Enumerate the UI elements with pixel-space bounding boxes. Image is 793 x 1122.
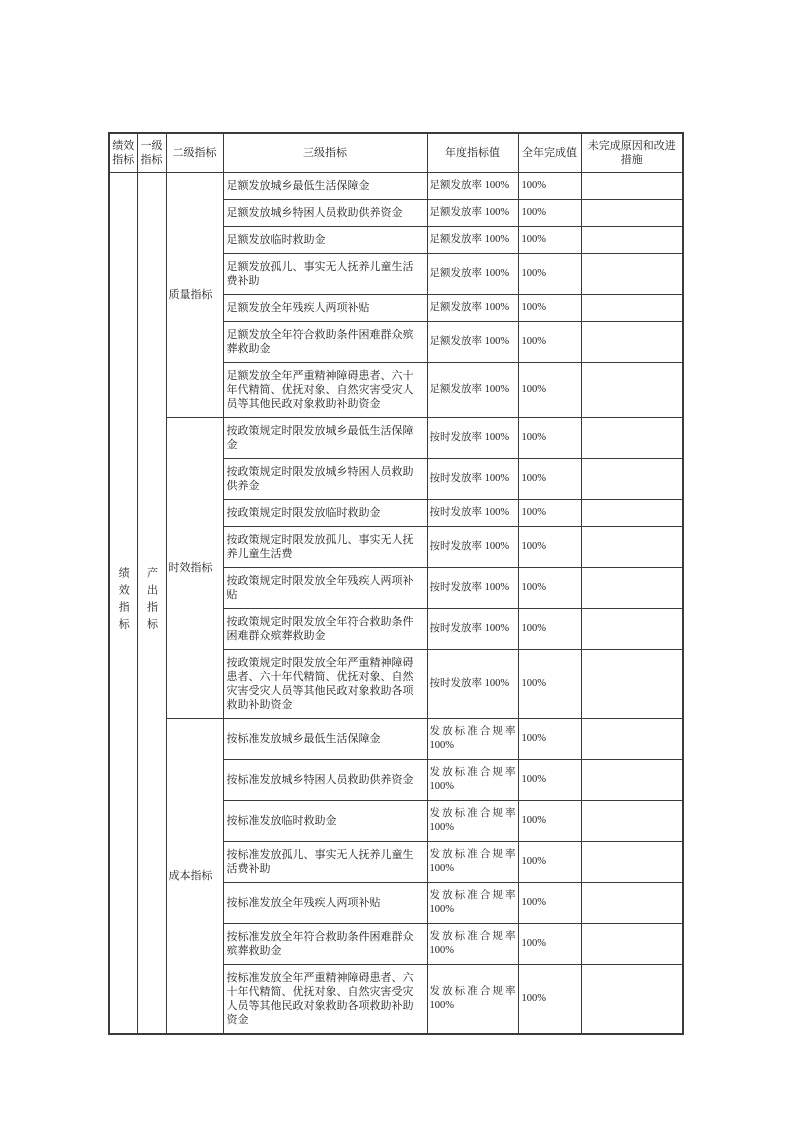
completion-cell: 100% — [518, 418, 581, 459]
completion-cell: 100% — [518, 568, 581, 609]
target-cell: 足额发放率 100% — [427, 363, 518, 418]
header-level3-indicator: 三级指标 — [223, 133, 427, 173]
completion-cell: 100% — [518, 842, 581, 883]
level2-cell-cost: 成本指标 — [166, 719, 223, 1035]
completion-cell: 100% — [518, 227, 581, 254]
completion-cell: 100% — [518, 459, 581, 500]
category-label: 绩效指标 — [117, 567, 130, 635]
indicator-cell: 按标准发放城乡特困人员救助供养资金 — [223, 760, 427, 801]
indicator-cell: 按政策规定时限发放城乡最低生活保障金 — [223, 418, 427, 459]
header-level2-indicator: 二级指标 — [166, 133, 223, 173]
indicator-cell: 按标准发放临时救助金 — [223, 801, 427, 842]
completion-cell: 100% — [518, 363, 581, 418]
target-cell: 发放标准合规率100% — [427, 801, 518, 842]
completion-cell: 100% — [518, 609, 581, 650]
reason-cell — [581, 363, 683, 418]
indicator-cell: 按标准发放孤儿、事实无人抚养儿童生活费补助 — [223, 842, 427, 883]
reason-cell — [581, 295, 683, 322]
target-cell: 按时发放率 100% — [427, 527, 518, 568]
performance-indicator-table — [108, 132, 684, 1035]
reason-cell — [581, 200, 683, 227]
reason-cell — [581, 924, 683, 965]
indicator-cell: 按标准发放全年残疾人两项补贴 — [223, 883, 427, 924]
table-row — [109, 173, 683, 200]
completion-cell: 100% — [518, 801, 581, 842]
completion-cell: 100% — [518, 295, 581, 322]
indicator-cell: 按政策规定时限发放全年严重精神障碍患者、六十年代精简、优抚对象、自然灾害受灾人员等其他民政对象救助各项救助补助资金 — [223, 650, 427, 719]
target-cell: 发放标准合规率100% — [427, 883, 518, 924]
completion-cell: 100% — [518, 760, 581, 801]
target-cell: 足额发放率 100% — [427, 322, 518, 363]
completion-cell: 100% — [518, 254, 581, 295]
header-performance-indicator: 绩效指标 — [109, 133, 137, 173]
indicator-cell: 足额发放全年严重精神障碍患者、六十年代精简、优抚对象、自然灾害受灾人员等其他民政对象救助补助资金 — [223, 363, 427, 418]
target-cell: 发放标准合规率100% — [427, 965, 518, 1035]
indicator-cell: 足额发放全年符合救助条件困难群众殡葬救助金 — [223, 322, 427, 363]
reason-cell — [581, 650, 683, 719]
indicator-cell: 按标准发放全年符合救助条件困难群众殡葬救助金 — [223, 924, 427, 965]
target-cell: 按时发放率 100% — [427, 650, 518, 719]
reason-cell — [581, 500, 683, 527]
indicator-cell: 按政策规定时限发放临时救助金 — [223, 500, 427, 527]
reason-cell — [581, 322, 683, 363]
reason-cell — [581, 801, 683, 842]
completion-cell: 100% — [518, 650, 581, 719]
reason-cell — [581, 173, 683, 200]
indicator-cell: 按政策规定时限发放全年符合救助条件困难群众殡葬救助金 — [223, 609, 427, 650]
target-cell: 足额发放率 100% — [427, 254, 518, 295]
completion-cell: 100% — [518, 924, 581, 965]
header-row — [109, 133, 683, 173]
header-level1-indicator: 一级指标 — [137, 133, 166, 173]
reason-cell — [581, 883, 683, 924]
reason-cell — [581, 418, 683, 459]
reason-cell — [581, 254, 683, 295]
reason-cell — [581, 527, 683, 568]
indicator-cell: 足额发放城乡最低生活保障金 — [223, 173, 427, 200]
header-yearly-completion-value: 全年完成值 — [518, 133, 581, 173]
indicator-cell: 按政策规定时限发放孤儿、事实无人抚养儿童生活费 — [223, 527, 427, 568]
indicator-cell: 按标准发放全年严重精神障碍患者、六十年代精简、优抚对象、自然灾害受灾人员等其他民政对象救助各项救助补助资金 — [223, 965, 427, 1035]
completion-cell: 100% — [518, 500, 581, 527]
completion-cell: 100% — [518, 200, 581, 227]
table-row — [109, 418, 683, 459]
reason-cell — [581, 760, 683, 801]
target-cell: 按时发放率 100% — [427, 568, 518, 609]
target-cell: 足额发放率 100% — [427, 200, 518, 227]
indicator-cell: 足额发放城乡特困人员救助供养资金 — [223, 200, 427, 227]
level1-cell — [137, 173, 166, 1035]
target-cell: 按时发放率 100% — [427, 459, 518, 500]
reason-cell — [581, 459, 683, 500]
target-cell: 足额发放率 100% — [427, 173, 518, 200]
reason-cell — [581, 609, 683, 650]
completion-cell: 100% — [518, 719, 581, 760]
header-annual-target-value: 年度指标值 — [427, 133, 518, 173]
target-cell: 按时发放率 100% — [427, 500, 518, 527]
completion-cell: 100% — [518, 173, 581, 200]
reason-cell — [581, 568, 683, 609]
target-cell: 发放标准合规率100% — [427, 760, 518, 801]
completion-cell: 100% — [518, 883, 581, 924]
target-cell: 按时发放率 100% — [427, 418, 518, 459]
reason-cell — [581, 842, 683, 883]
target-cell: 足额发放率 100% — [427, 295, 518, 322]
target-cell: 发放标准合规率100% — [427, 924, 518, 965]
indicator-cell: 按标准发放城乡最低生活保障金 — [223, 719, 427, 760]
target-cell: 发放标准合规率100% — [427, 842, 518, 883]
indicator-cell: 按政策规定时限发放全年残疾人两项补贴 — [223, 568, 427, 609]
target-cell: 足额发放率 100% — [427, 227, 518, 254]
completion-cell: 100% — [518, 965, 581, 1035]
target-cell: 按时发放率 100% — [427, 609, 518, 650]
header-uncompleted-reason: 未完成原因和改进措施 — [581, 133, 683, 173]
level2-cell-timeliness: 时效指标 — [166, 418, 223, 719]
reason-cell — [581, 227, 683, 254]
level2-cell-quality: 质量指标 — [166, 173, 223, 418]
indicator-cell: 足额发放全年残疾人两项补贴 — [223, 295, 427, 322]
completion-cell: 100% — [518, 527, 581, 568]
table-row — [109, 719, 683, 760]
completion-cell: 100% — [518, 322, 581, 363]
reason-cell — [581, 719, 683, 760]
indicator-cell: 足额发放孤儿、事实无人抚养儿童生活费补助 — [223, 254, 427, 295]
category-cell — [109, 173, 137, 1035]
indicator-cell: 按政策规定时限发放城乡特困人员救助供养金 — [223, 459, 427, 500]
level1-label: 产出指标 — [145, 567, 158, 635]
indicator-cell: 足额发放临时救助金 — [223, 227, 427, 254]
reason-cell — [581, 965, 683, 1035]
target-cell: 发放标准合规率100% — [427, 719, 518, 760]
